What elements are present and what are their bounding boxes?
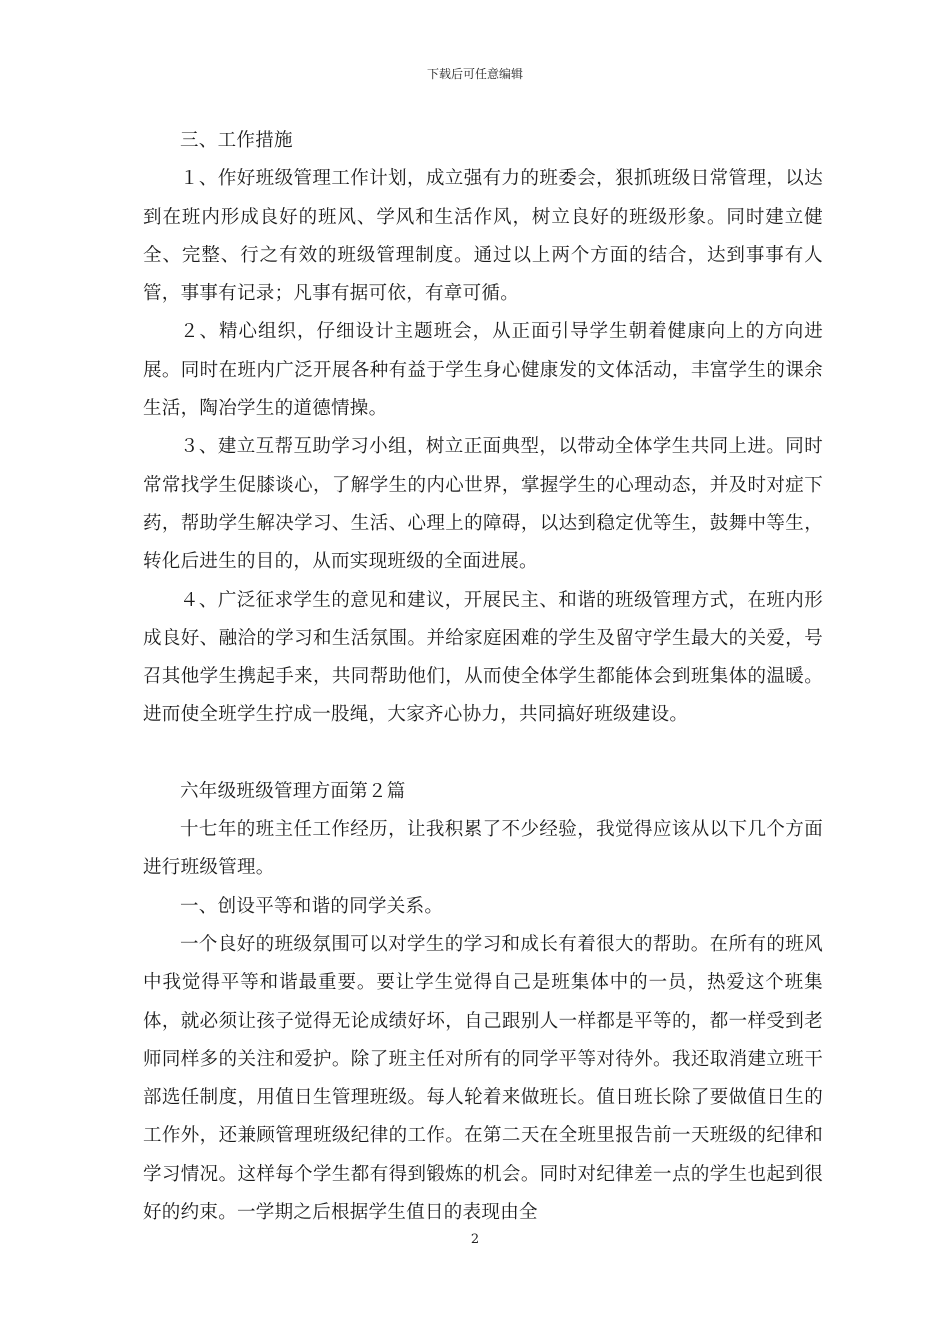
page-header: 下载后可任意编辑 bbox=[426, 67, 523, 81]
article-intro: 十七年的班主任工作经历，让我积累了不少经验，我觉得应该从以下几个方面进行班级管理。 bbox=[143, 819, 823, 879]
article-title: 六年级班级管理方面第２篇 bbox=[180, 780, 406, 802]
measure-item-1: １、作好班级管理工作计划，成立强有力的班委会，狠抓班级日常管理，以达到在班内形成良好的班风、学风和生活作风，树立良好的班级形象。同时建立健全、完整、行之有效的班级管理制度。通过以上两个方面的结合，达到事事有人管，事事有记录；凡事有据可依，有章可循。 bbox=[143, 168, 823, 305]
section-gap bbox=[143, 735, 823, 773]
article-subheading: 一、创设平等和谐的同学关系。 bbox=[180, 895, 444, 917]
document-body bbox=[143, 122, 823, 1232]
section-heading: 三、工作措施 bbox=[180, 130, 293, 151]
measure-item-3: ３、建立互帮互助学习小组，树立正面典型，以带动全体学生共同上进。同时常常找学生促膝谈心，了解学生的内心世界，掌握学生的心理动态，并及时对症下药，帮助学生解决学习、生活、心理上的障碍，以达到稳定优等生，鼓舞中等生，转化后进生的目的，从而实现班级的全面进展。 bbox=[143, 436, 823, 573]
article-paragraph: 一个良好的班级氛围可以对学生的学习和成长有着很大的帮助。在所有的班风中我觉得平等和谐最重要。要让学生觉得自己是班集体中的一员，热爱这个班集体，就必须让孩子觉得无论成绩好坏，自己跟别人一样都是平等的，都一样受到老师同样多的关注和爱护。除了班主任对所有的同学平等对待外。我还取消建立班干部选任制度，用值日生管理班级。每人轮着来做班长。值日班长除了要做值日生的工作外，还兼顾管理班级纪律的工作。在第二天在全班里报告前一天班级的纪律和学习情况。这样每个学生都有得到锻炼的机会。同时对纪律差一点的学生也起到很好的约束。一学期之后根据学生值日的表现由全 bbox=[143, 933, 823, 1224]
page-number: 2 bbox=[470, 1232, 480, 1247]
measure-item-2: ２、精心组织，仔细设计主题班会，从正面引导学生朝着健康向上的方向进展。同时在班内广泛开展各种有益于学生身心健康发的文体活动，丰富学生的课余生活，陶冶学生的道德情操。 bbox=[143, 321, 823, 420]
measure-item-4: ４、广泛征求学生的意见和建议，开展民主、和谐的班级管理方式，在班内形成良好、融洽的学习和生活氛围。并给家庭困难的学生及留守学生最大的关爱，号召其他学生携起手来，共同帮助他们，从而使全体学生都能体会到班集体的温暖。进而使全班学生拧成一股绳，大家齐心协力，共同搞好班级建设。 bbox=[143, 589, 823, 726]
